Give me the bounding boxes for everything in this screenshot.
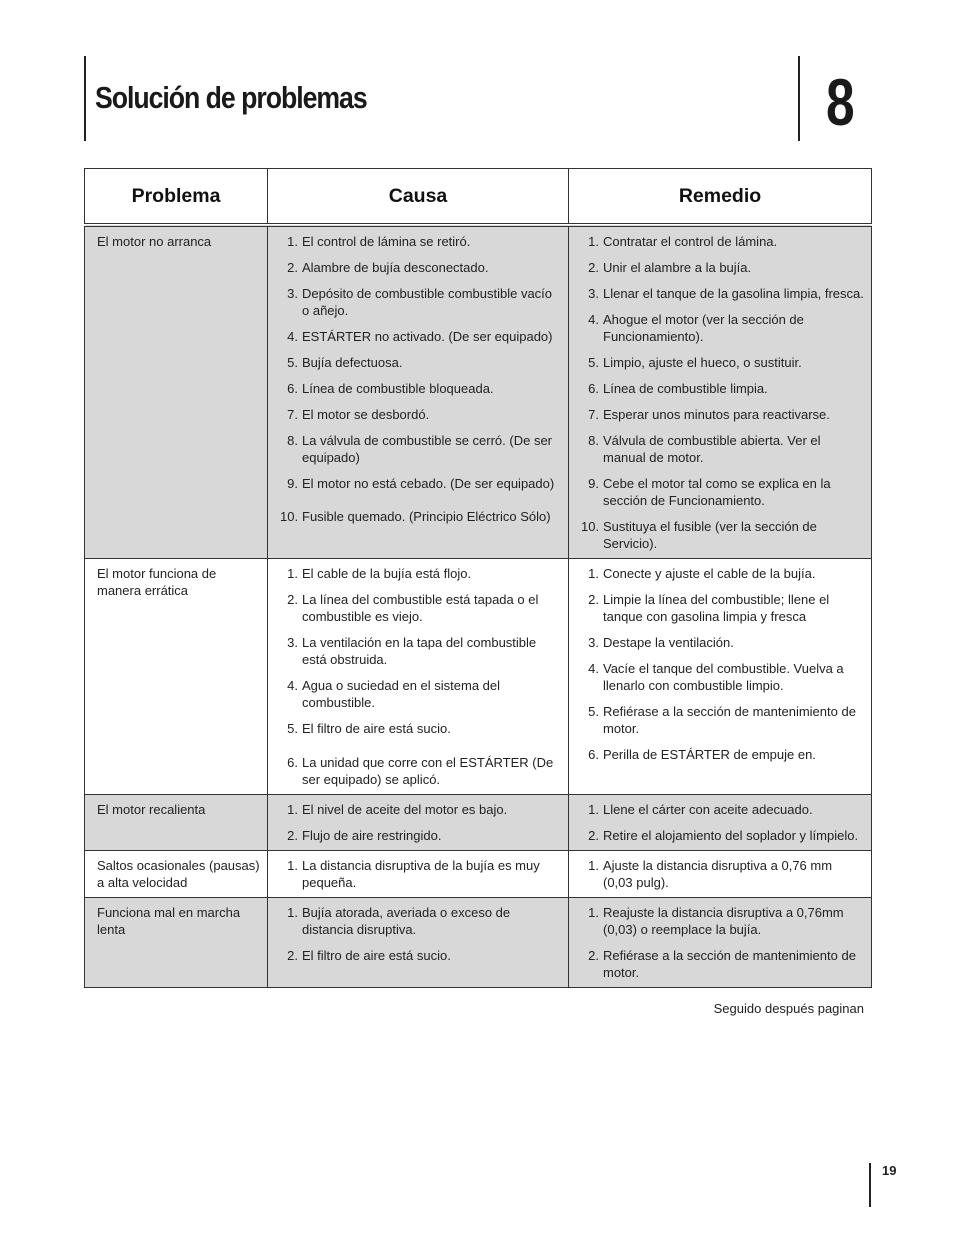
item-text: El motor se desbordó. — [302, 407, 430, 422]
remedy-list — [581, 565, 865, 763]
remedy-item — [581, 827, 865, 844]
item-text: El nivel de aceite del motor es bajo. — [302, 802, 508, 817]
remedy-item — [581, 703, 865, 737]
item-number: 8. — [287, 433, 298, 448]
page-number: 19 — [882, 1163, 897, 1178]
item-number: 6. — [287, 381, 298, 396]
item-text: Depósito de combustible combustible vacío o añejo. — [302, 286, 553, 318]
item-text: Agua o suciedad en el sistema del combustible. — [302, 678, 501, 710]
item-text: La unidad que corre con el ESTÁRTER (De ser equipado) se aplicó. — [302, 755, 554, 787]
cause-item — [280, 857, 562, 891]
cause-item — [280, 801, 562, 818]
cause-cell — [268, 225, 569, 559]
item-number: 3. — [287, 286, 298, 301]
item-text: Ajuste la distancia disruptiva a 0,76 mm (0,03 pulg). — [603, 858, 833, 890]
item-text: La ventilación en la tapa del combustible está obstruida. — [302, 635, 537, 667]
problem-cell: El motor no arranca — [85, 225, 268, 559]
item-number: 1. — [588, 858, 599, 873]
remedy-cell — [569, 851, 872, 898]
table-row — [85, 225, 872, 559]
item-number: 3. — [588, 635, 599, 650]
item-text: Limpie la línea del combustible; llene el tanque con gasolina limpia y fresca — [603, 592, 830, 624]
item-number: 1. — [588, 905, 599, 920]
item-number: 9. — [287, 476, 298, 491]
item-number: 3. — [287, 635, 298, 650]
item-text: Alambre de bujía desconectado. — [302, 260, 489, 275]
item-number: 7. — [287, 407, 298, 422]
problem-cell: El motor recalienta — [85, 795, 268, 851]
title-left-rule — [84, 56, 86, 141]
item-number: 2. — [287, 260, 298, 275]
cause-item — [280, 565, 562, 582]
item-number: 4. — [287, 329, 298, 344]
item-text: Contratar el control de lámina. — [603, 234, 778, 249]
item-number: 1. — [588, 234, 599, 249]
item-text: La línea del combustible está tapada o el combustible es viejo. — [302, 592, 539, 624]
item-number: 2. — [287, 948, 298, 963]
troubleshooting-table — [84, 168, 871, 988]
item-number: 7. — [588, 407, 599, 422]
cause-item — [280, 259, 562, 276]
cause-cell — [268, 559, 569, 795]
item-number: 6. — [588, 747, 599, 762]
item-text: El cable de la bujía está flojo. — [302, 566, 472, 581]
cause-item — [280, 380, 562, 397]
item-text: Bujía defectuosa. — [302, 355, 403, 370]
table-body — [85, 225, 872, 988]
remedy-list — [581, 857, 865, 891]
item-text: La distancia disruptiva de la bujía es muy pequeña. — [302, 858, 540, 890]
remedy-item — [581, 801, 865, 818]
remedy-item — [581, 259, 865, 276]
page-number-rule — [869, 1163, 871, 1207]
cause-item — [280, 720, 562, 737]
remedy-item — [581, 311, 865, 345]
remedy-item — [581, 904, 865, 938]
cause-item — [280, 904, 562, 938]
problem-cell: El motor funciona de manera errática — [85, 559, 268, 795]
item-number: 1. — [588, 802, 599, 817]
item-number: 10. — [280, 509, 299, 524]
item-text: La válvula de combustible se cerró. (De ser equipado) — [302, 433, 553, 465]
header-problem: Problema — [85, 169, 268, 226]
remedy-cell — [569, 225, 872, 559]
remedy-item — [581, 857, 865, 891]
item-number: 2. — [588, 592, 599, 607]
item-number: 6. — [588, 381, 599, 396]
remedy-item — [581, 591, 865, 625]
cause-item — [280, 947, 562, 964]
item-text: Refiérase a la sección de mantenimiento de motor. — [603, 704, 856, 736]
item-text: Vacíe el tanque del combustible. Vuelva a llenarlo con combustible limpio. — [603, 661, 844, 693]
item-number: 2. — [588, 828, 599, 843]
item-number: 4. — [287, 678, 298, 693]
cause-list — [280, 904, 562, 964]
continued-note: Seguido después paginan — [713, 1001, 864, 1016]
item-text: Unir el alambre a la bujía. — [603, 260, 752, 275]
cause-item — [280, 677, 562, 711]
header-cause: Causa — [268, 169, 569, 226]
remedy-item — [581, 634, 865, 651]
item-text: Reajuste la distancia disruptiva a 0,76mm (0,03) o reemplace la bujía. — [603, 905, 844, 937]
remedy-cell — [569, 898, 872, 988]
item-text: Limpio, ajuste el hueco, o sustituir. — [603, 355, 802, 370]
remedy-list — [581, 801, 865, 844]
item-text: Cebe el motor tal como se explica en la sección de Funcionamiento. — [603, 476, 831, 508]
item-number: 4. — [588, 312, 599, 327]
table-header-row — [85, 169, 872, 226]
remedy-item — [581, 947, 865, 981]
cause-item — [280, 432, 562, 466]
item-number: 3. — [588, 286, 599, 301]
remedy-item — [581, 475, 865, 509]
table-row — [85, 898, 872, 988]
item-number: 1. — [588, 566, 599, 581]
item-number: 6. — [287, 755, 298, 770]
item-text: ESTÁRTER no activado. (De ser equipado) — [302, 329, 553, 344]
chapter-number: 8 — [826, 65, 855, 139]
item-text: Bujía atorada, averiada o exceso de distancia disruptiva. — [302, 905, 511, 937]
cause-list — [280, 801, 562, 844]
remedy-cell — [569, 559, 872, 795]
item-number: 10. — [581, 519, 600, 534]
table-row — [85, 795, 872, 851]
cause-cell — [268, 851, 569, 898]
item-number: 8. — [588, 433, 599, 448]
cause-item — [280, 475, 562, 492]
item-number: 1. — [287, 905, 298, 920]
cause-item — [280, 328, 562, 345]
item-text: Destape la ventilación. — [603, 635, 734, 650]
cause-item — [280, 406, 562, 423]
item-number: 1. — [287, 566, 298, 581]
remedy-item — [581, 746, 865, 763]
item-text: Refiérase a la sección de mantenimiento de motor. — [603, 948, 856, 980]
remedy-item — [581, 380, 865, 397]
remedy-item — [581, 565, 865, 582]
item-number: 2. — [588, 948, 599, 963]
remedy-list — [581, 233, 865, 552]
item-text: Flujo de aire restringido. — [302, 828, 442, 843]
cause-item — [280, 508, 562, 525]
item-text: Válvula de combustible abierta. Ver el manual de motor. — [603, 433, 821, 465]
problem-cell: Saltos ocasionales (pausas) a alta velocidad — [85, 851, 268, 898]
table-row — [85, 851, 872, 898]
remedy-item — [581, 233, 865, 250]
item-text: Llene el cárter con aceite adecuado. — [603, 802, 813, 817]
cause-item — [280, 285, 562, 319]
item-number: 4. — [588, 661, 599, 676]
cause-list — [280, 565, 562, 788]
table-row — [85, 559, 872, 795]
cause-item — [280, 634, 562, 668]
cause-item — [280, 354, 562, 371]
item-text: Perilla de ESTÁRTER de empuje en. — [603, 747, 816, 762]
item-text: Línea de combustible bloqueada. — [302, 381, 494, 396]
remedy-item — [581, 432, 865, 466]
item-number: 5. — [287, 355, 298, 370]
item-text: Llenar el tanque de la gasolina limpia, fresca. — [603, 286, 864, 301]
item-text: Línea de combustible limpia. — [603, 381, 768, 396]
cause-list — [280, 233, 562, 525]
item-text: El motor no está cebado. (De ser equipado) — [302, 476, 555, 491]
item-number: 1. — [287, 858, 298, 873]
cause-item — [280, 754, 562, 788]
item-text: Conecte y ajuste el cable de la bujía. — [603, 566, 816, 581]
item-number: 9. — [588, 476, 599, 491]
remedy-item — [581, 518, 865, 552]
item-number: 2. — [287, 592, 298, 607]
item-text: El filtro de aire está sucio. — [302, 721, 451, 736]
item-number: 1. — [287, 802, 298, 817]
item-text: El control de lámina se retiró. — [302, 234, 471, 249]
cause-item — [280, 827, 562, 844]
item-text: El filtro de aire está sucio. — [302, 948, 451, 963]
remedy-cell — [569, 795, 872, 851]
cause-list — [280, 857, 562, 891]
remedy-item — [581, 406, 865, 423]
remedy-item — [581, 660, 865, 694]
remedy-list — [581, 904, 865, 981]
item-text: Sustituya el fusible (ver la sección de Servicio). — [603, 519, 817, 551]
cause-item — [280, 233, 562, 250]
item-text: Esperar unos minutos para reactivarse. — [603, 407, 830, 422]
item-number: 2. — [287, 828, 298, 843]
cause-cell — [268, 795, 569, 851]
item-number: 5. — [588, 355, 599, 370]
item-text: Retire el alojamiento del soplador y límpielo. — [603, 828, 859, 843]
page-title: Solución de problemas — [95, 80, 367, 115]
remedy-item — [581, 285, 865, 302]
header-remedy: Remedio — [569, 169, 872, 226]
item-text: Fusible quemado. (Principio Eléctrico Sólo) — [302, 509, 551, 524]
cause-item — [280, 591, 562, 625]
item-number: 1. — [287, 234, 298, 249]
item-number: 5. — [588, 704, 599, 719]
item-number: 5. — [287, 721, 298, 736]
item-text: Ahogue el motor (ver la sección de Funcionamiento). — [603, 312, 804, 344]
item-number: 2. — [588, 260, 599, 275]
problem-cell: Funciona mal en marcha lenta — [85, 898, 268, 988]
cause-cell — [268, 898, 569, 988]
chapter-left-rule — [798, 56, 800, 141]
remedy-item — [581, 354, 865, 371]
